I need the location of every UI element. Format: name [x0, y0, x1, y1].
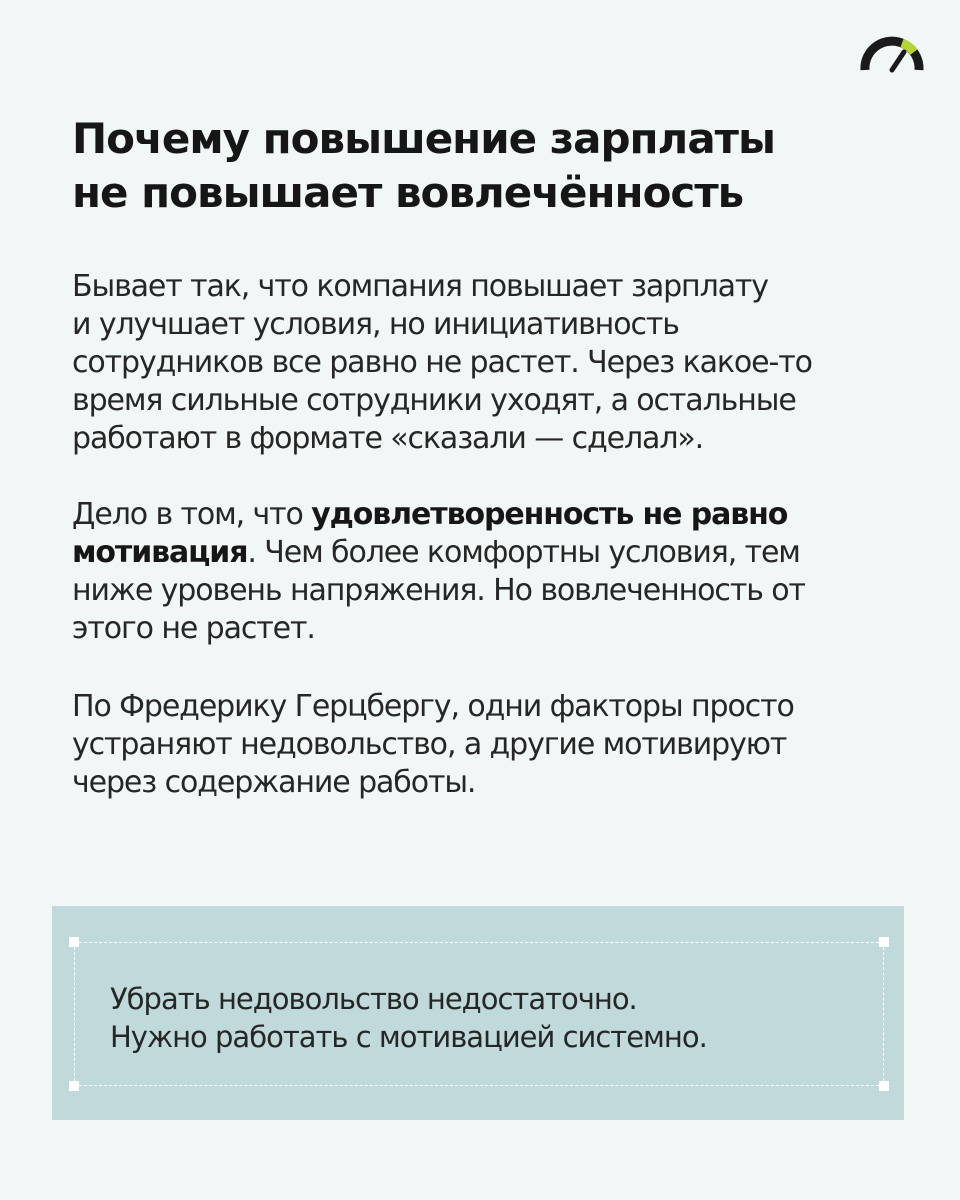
- text-run: Дело в том, что: [72, 497, 312, 532]
- paragraph-line: [72, 496, 892, 534]
- paragraph-line: время сильные сотрудники уходят, а остальные: [72, 383, 796, 418]
- paragraph-line: и улучшает условия, но инициативность: [72, 307, 679, 342]
- title-line-2: не повышает вовлечённость: [72, 168, 744, 217]
- paragraph-line: Бывает так, что компания повышает зарплату: [72, 269, 768, 304]
- paragraph-line: этого не растет.: [72, 611, 315, 646]
- corner-handle: [69, 937, 79, 947]
- page-title: [72, 112, 892, 220]
- paragraph-explanation: [72, 496, 892, 648]
- paragraph-line: устраняют недовольство, а другие мотивируют: [72, 727, 787, 762]
- title-line-1: Почему повышение зарплаты: [72, 114, 775, 163]
- paragraph-line: работают в формате «сказали — сделал».: [72, 421, 704, 456]
- text-run: . Чем более комфортны условия, тем: [247, 535, 800, 570]
- callout-box: [52, 906, 904, 1120]
- bold-text: удовлетворенность не равно: [311, 497, 788, 532]
- callout-line-1: Убрать недовольство недостаточно.: [110, 982, 637, 1016]
- callout-line-2: Нужно работать с мотивацией системно.: [110, 1020, 707, 1054]
- paragraph-herzberg: [72, 688, 892, 802]
- paragraph-line: [72, 534, 892, 572]
- speedometer-icon: [858, 36, 926, 74]
- paragraph-line: По Фредерику Герцбергу, одни факторы просто: [72, 689, 794, 724]
- paragraph-intro: [72, 268, 892, 458]
- callout-text: [110, 980, 707, 1056]
- corner-handle: [879, 1081, 889, 1091]
- corner-handle: [69, 1081, 79, 1091]
- corner-handle: [879, 937, 889, 947]
- paragraph-line: ниже уровень напряжения. Но вовлеченность от: [72, 573, 805, 608]
- paragraph-line: сотрудников все равно не растет. Через какое-то: [72, 345, 812, 380]
- paragraph-line: через содержание работы.: [72, 765, 476, 800]
- bold-text: мотивация: [72, 535, 248, 570]
